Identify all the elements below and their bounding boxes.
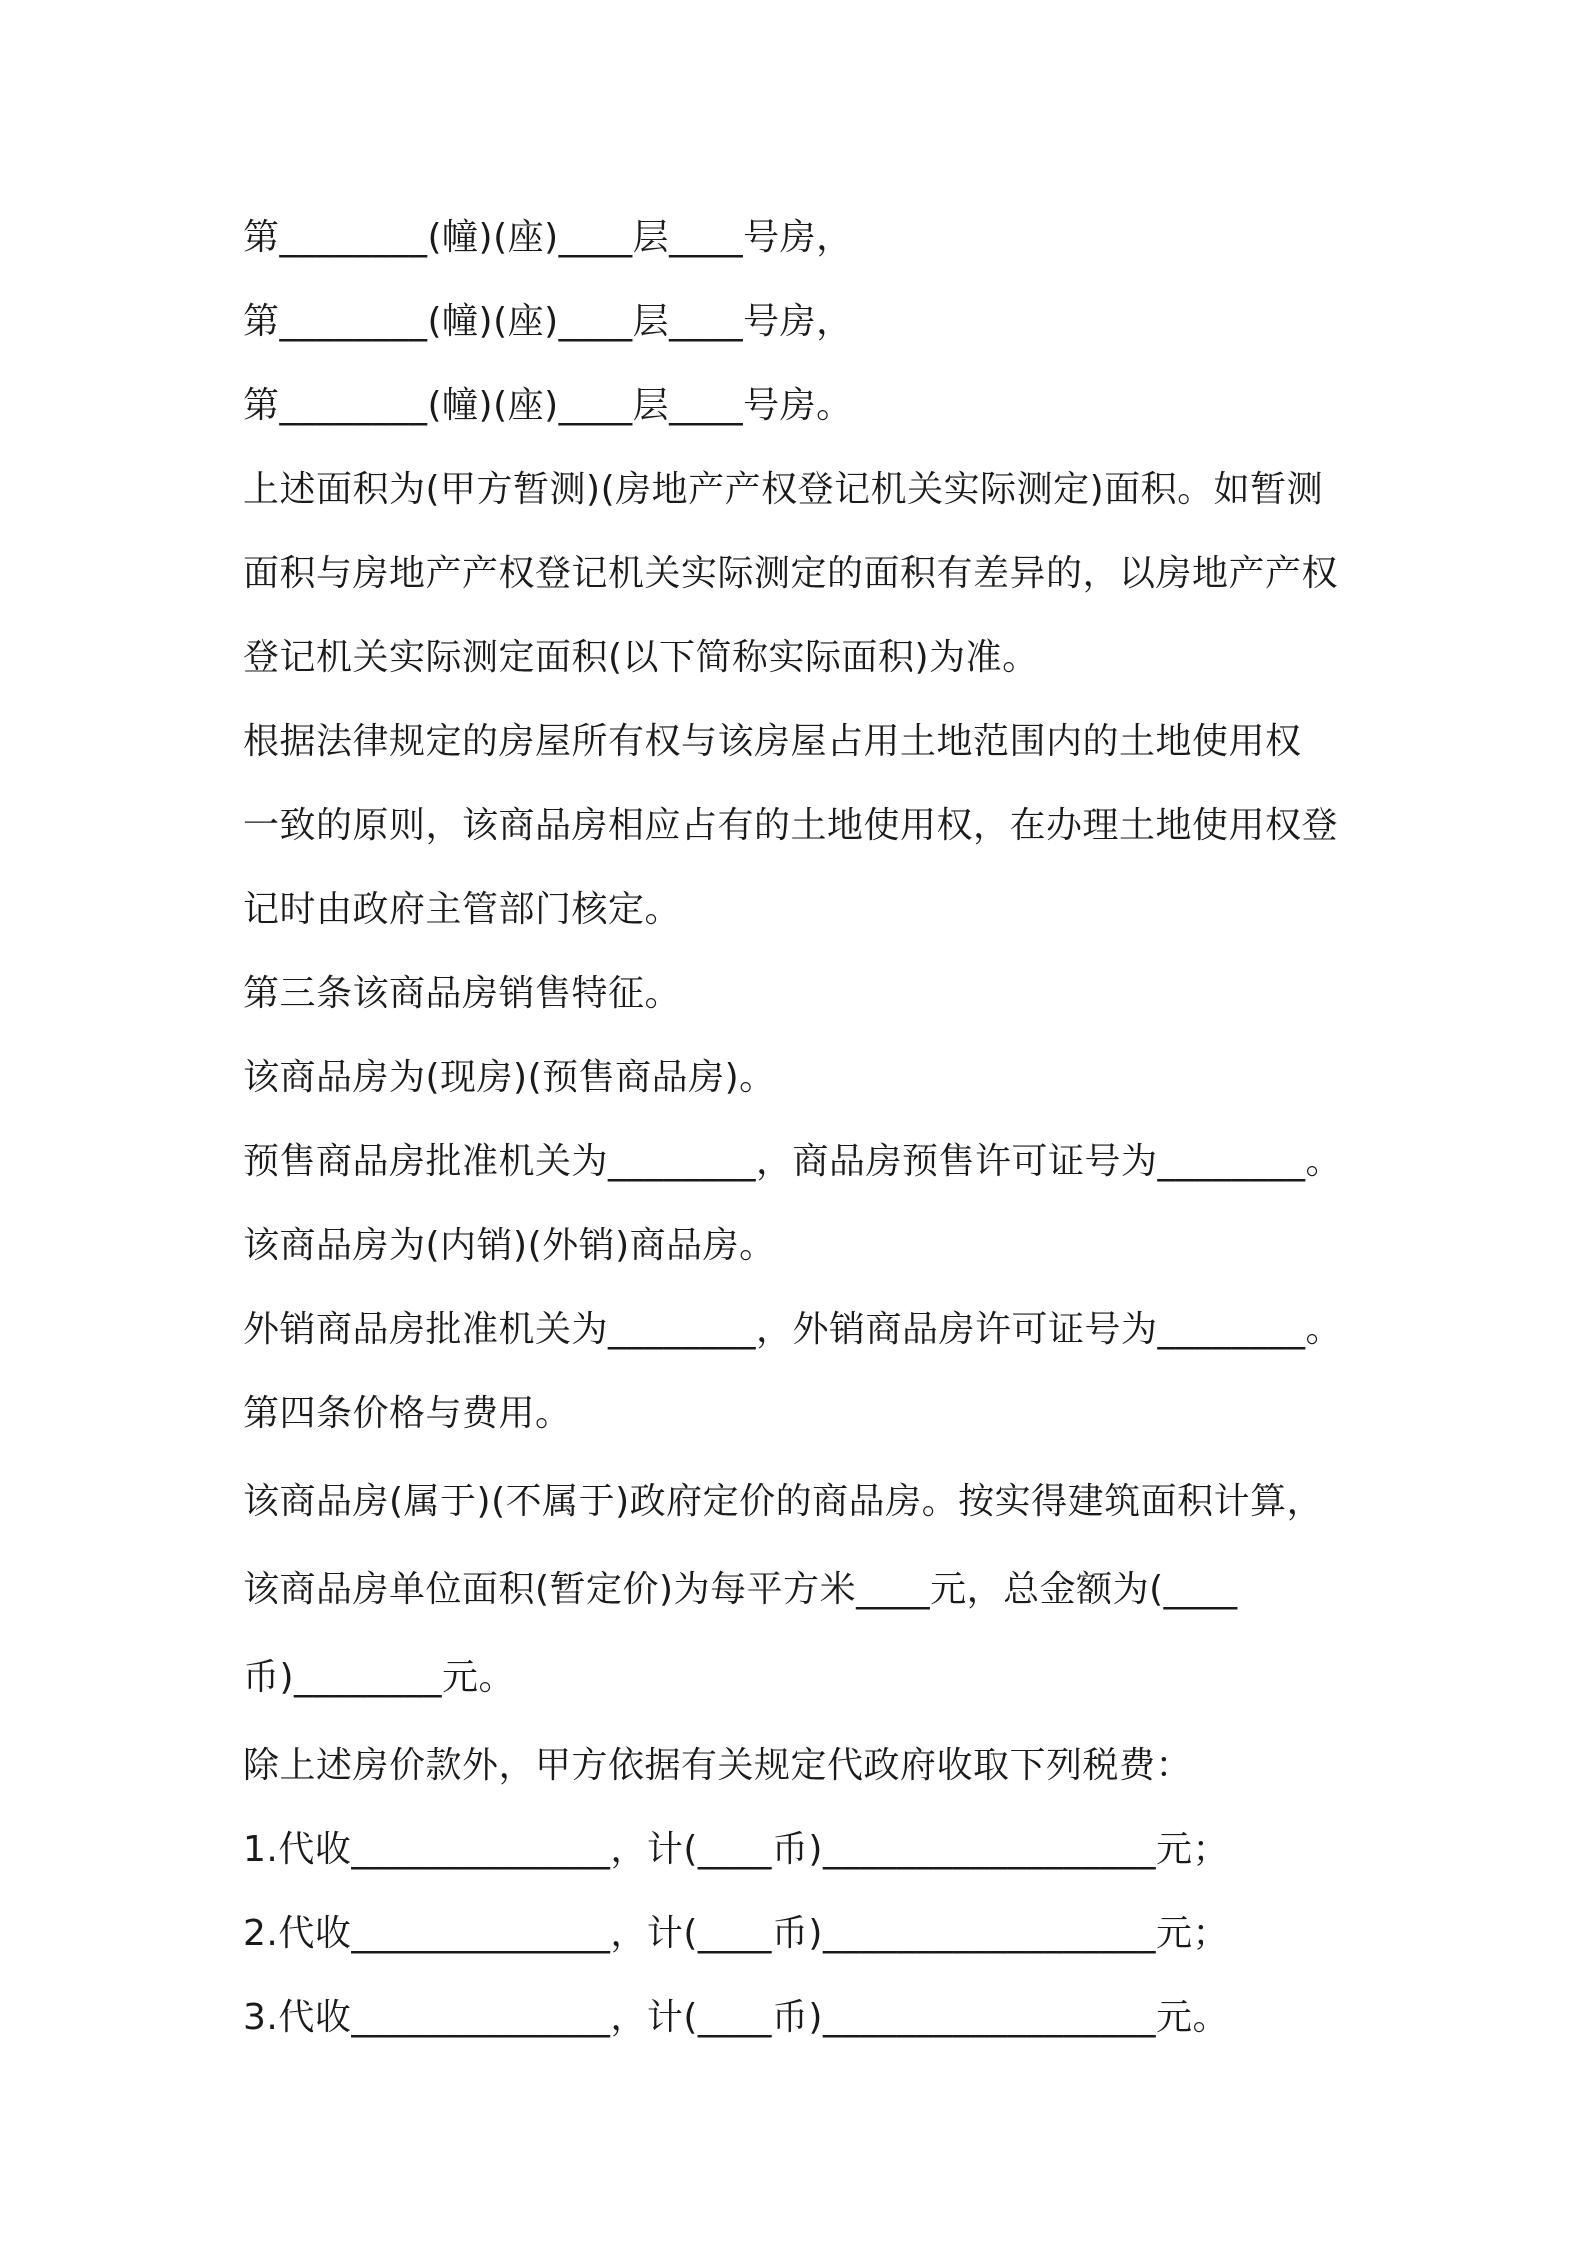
text-line-pricing-3: 币)________元。: [243, 1657, 516, 1698]
text-line-room-3: 第________(幢)(座)____层____号房。: [243, 385, 853, 426]
text-line-area-1: 上述面积为(甲方暂测)(房地产产权登记机关实际测定)面积。如暂测: [243, 469, 1324, 510]
document-body: [243, 196, 1393, 2060]
list-item-tax-3: 3.代收______________，计(____币)__________________元。: [243, 1997, 1229, 2038]
text-line-domestic-export: 该商品房为(内销)(外销)商品房。: [243, 1225, 776, 1266]
text-line-pricing-1: 该商品房(属于)(不属于)政府定价的商品房。按实得建筑面积计算，: [243, 1481, 1324, 1522]
list-item-tax-2: 2.代收______________，计(____币)__________________元；: [243, 1913, 1229, 1954]
text-line-taxes-intro: 除上述房价款外，甲方依据有关规定代政府收取下列税费：: [243, 1745, 1193, 1786]
text-line-land-2: 一致的原则，该商品房相应占有的土地使用权，在办理土地使用权登: [243, 805, 1339, 846]
article-4-heading: 第四条价格与费用。: [243, 1393, 572, 1434]
text-line-room-1: 第________(幢)(座)____层____号房，: [243, 217, 853, 258]
text-line-export-permit: 外销商品房批准机关为________，外销商品房许可证号为________。: [243, 1309, 1343, 1350]
text-line-area-3: 登记机关实际测定面积(以下简称实际面积)为准。: [243, 637, 1039, 678]
text-line-room-2: 第________(幢)(座)____层____号房，: [243, 301, 853, 342]
text-line-pricing-2: 该商品房单位面积(暂定价)为每平方米____元，总金额为(____: [243, 1569, 1238, 1610]
text-line-land-1: 根据法律规定的房屋所有权与该房屋占用土地范围内的土地使用权: [243, 721, 1302, 762]
text-line-land-3: 记时由政府主管部门核定。: [243, 889, 682, 930]
text-line-sale-type: 该商品房为(现房)(预售商品房)。: [243, 1057, 776, 1098]
text-line-presale-permit: 预售商品房批准机关为________，商品房预售许可证号为________。: [243, 1141, 1343, 1182]
list-item-tax-1: 1.代收______________，计(____币)__________________元；: [243, 1829, 1229, 1870]
text-line-area-2: 面积与房地产产权登记机关实际测定的面积有差异的，以房地产产权: [243, 553, 1339, 594]
article-3-heading: 第三条该商品房销售特征。: [243, 973, 682, 1014]
